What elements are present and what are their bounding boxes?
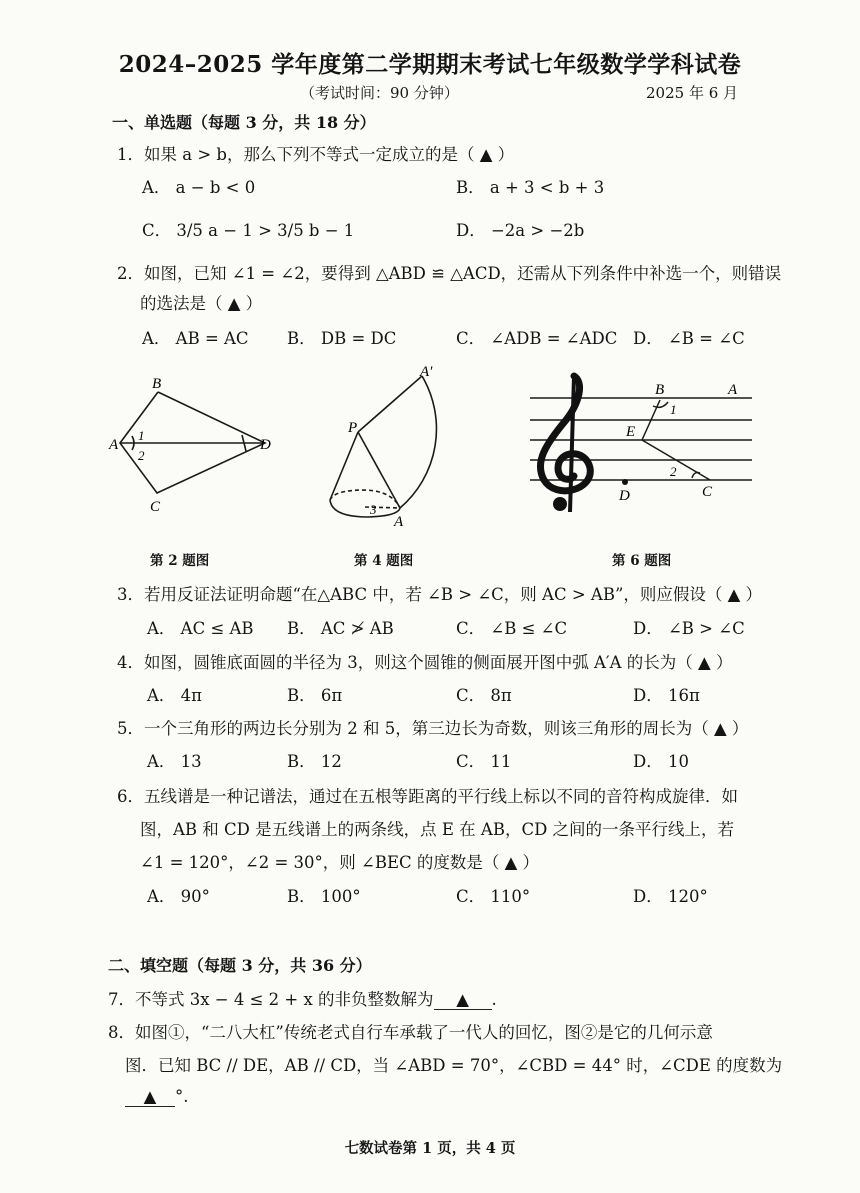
question-8-stem-line2: 图．已知 BC // DE，AB // CD，当 ∠ABD = 70°，∠CBD = 44° 时，∠CDE 的度数为 (125, 1056, 783, 1075)
question-7-stem: 7．不等式 3x − 4 ≤ 2 + x 的非负整数解为 (108, 990, 434, 1009)
figure-6-staff (530, 372, 780, 532)
question-8-answer-blank[interactable]: ▲ (125, 1087, 175, 1107)
question-7 (108, 986, 497, 1010)
question-8-stem-line1: 8．如图①，“二八大杠”传统老式自行车承载了一代人的回忆，图②是它的几何示意 (108, 1023, 713, 1042)
fig2-label-d: D (260, 437, 271, 453)
figure-6-caption: 第 6 题图 (612, 553, 672, 569)
exam-date: 2025 年 6 月 (646, 84, 739, 102)
fig6-label-a: A (728, 382, 738, 398)
exam-title: 2024–2025 学年度第二学期期末考试七年级数学学科试卷 (118, 51, 742, 78)
question-1-stem: 1．如果 a > b，那么下列不等式一定成立的是（ ▲ ） (117, 145, 515, 164)
figure-2-kite (110, 370, 285, 520)
question-3-stem: 3．若用反证法证明命题“在△ABC 中，若 ∠B > ∠C，则 AC > AB”，则应假设（ ▲ ） (117, 585, 763, 604)
question-1-option-b: B． a + 3 < b + 3 (456, 178, 605, 197)
question-1-option-c: C． 3/5 a − 1 > 3/5 b − 1 (142, 221, 355, 240)
question-7-end: . (491, 990, 497, 1009)
question-3-option-a: A． AC ≤ AB (147, 619, 254, 638)
question-3-option-c: C． ∠B ≤ ∠C (456, 619, 568, 638)
fig6-label-c: C (702, 484, 713, 500)
fig2-label-a: A (109, 437, 119, 453)
question-3-option-b: B． AC ≯ AB (287, 619, 394, 638)
question-2-option-a: A． AB = AC (142, 329, 249, 348)
section-2-heading: 二、填空题（每题 3 分，共 36 分） (108, 956, 372, 975)
question-1-option-d: D． −2a > −2b (456, 221, 585, 240)
question-6-option-b: B． 100° (287, 887, 361, 906)
fig2-label-b: B (152, 376, 162, 392)
fig2-label-angle2: 2 (138, 448, 145, 463)
question-5-option-d: D． 10 (633, 752, 689, 771)
question-5-option-a: A． 13 (147, 752, 202, 771)
question-6-option-d: D． 120° (633, 887, 708, 906)
question-3-option-d: D． ∠B > ∠C (633, 619, 745, 638)
treble-clef-icon (540, 376, 590, 512)
question-5-option-b: B． 12 (287, 752, 342, 771)
question-5-stem: 5．一个三角形的两边长分别为 2 和 5，第三边长为奇数，则该三角形的周长为（ ▲ ） (117, 719, 749, 738)
question-5-option-c: C． 11 (456, 752, 512, 771)
question-2-option-d: D． ∠B = ∠C (633, 329, 745, 348)
section-1-heading: 一、单选题（每题 3 分，共 18 分） (112, 113, 376, 132)
fig2-label-angle1: 1 (138, 428, 145, 443)
fig6-label-angle1: 1 (670, 402, 677, 417)
question-4-option-c: C． 8π (456, 686, 512, 705)
fig2-label-c: C (150, 499, 161, 515)
figure-2-caption: 第 2 题图 (150, 553, 210, 569)
fig4-label-radius: 3 (370, 502, 377, 517)
question-4-option-d: D． 16π (633, 686, 700, 705)
question-4-option-b: B． 6π (287, 686, 343, 705)
page-footer: 七数试卷第 1 页，共 4 页 (344, 1140, 516, 1157)
question-1-option-a: A． a − b < 0 (142, 178, 256, 197)
question-2-stem-line2: 的选法是（ ▲ ） (140, 294, 263, 313)
fig4-label-p: P (348, 420, 358, 436)
question-6-stem-line1: 6．五线谱是一种记谱法，通过在五根等距离的平行线上标以不同的音符构成旋律．如 (117, 787, 738, 806)
question-6-stem-line3: ∠1 = 120°，∠2 = 30°，则 ∠BEC 的度数是（ ▲ ） (140, 853, 540, 872)
question-2-option-b: B． DB = DC (287, 329, 397, 348)
question-4-option-a: A． 4π (147, 686, 203, 705)
figure-4-cone (320, 360, 480, 530)
question-6-option-a: A． 90° (147, 887, 210, 906)
fig4-label-a-prime: A′ (420, 364, 433, 380)
fig6-label-angle2: 2 (670, 464, 677, 479)
figure-4-caption: 第 4 题图 (354, 553, 414, 569)
fig6-label-b: B (655, 382, 665, 398)
exam-time: （考试时间：90 分钟） (300, 84, 459, 102)
question-7-answer-blank[interactable]: ▲ (434, 990, 492, 1010)
fig4-label-a: A (394, 514, 404, 530)
question-6-stem-line2: 图，AB 和 CD 是五线谱上的两条线，点 E 在 AB，CD 之间的一条平行线上，若 (140, 820, 735, 839)
question-4-stem: 4．如图，圆锥底面圆的半径为 3，则这个圆锥的侧面展开图中弧 A′A 的长为（ ▲ ） (117, 653, 733, 672)
fig6-label-d: D (619, 488, 630, 504)
question-2-stem-line1: 2．如图，已知 ∠1 = ∠2，要得到 △ABD ≌ △ACD，还需从下列条件中补选一个，则错误 (117, 264, 782, 283)
question-8-answer-line (125, 1087, 189, 1107)
question-8-end: °. (175, 1087, 189, 1106)
fig6-label-e: E (626, 424, 636, 440)
question-6-option-c: C． 110° (456, 887, 531, 906)
question-2-option-c: C． ∠ADB = ∠ADC (456, 329, 618, 348)
